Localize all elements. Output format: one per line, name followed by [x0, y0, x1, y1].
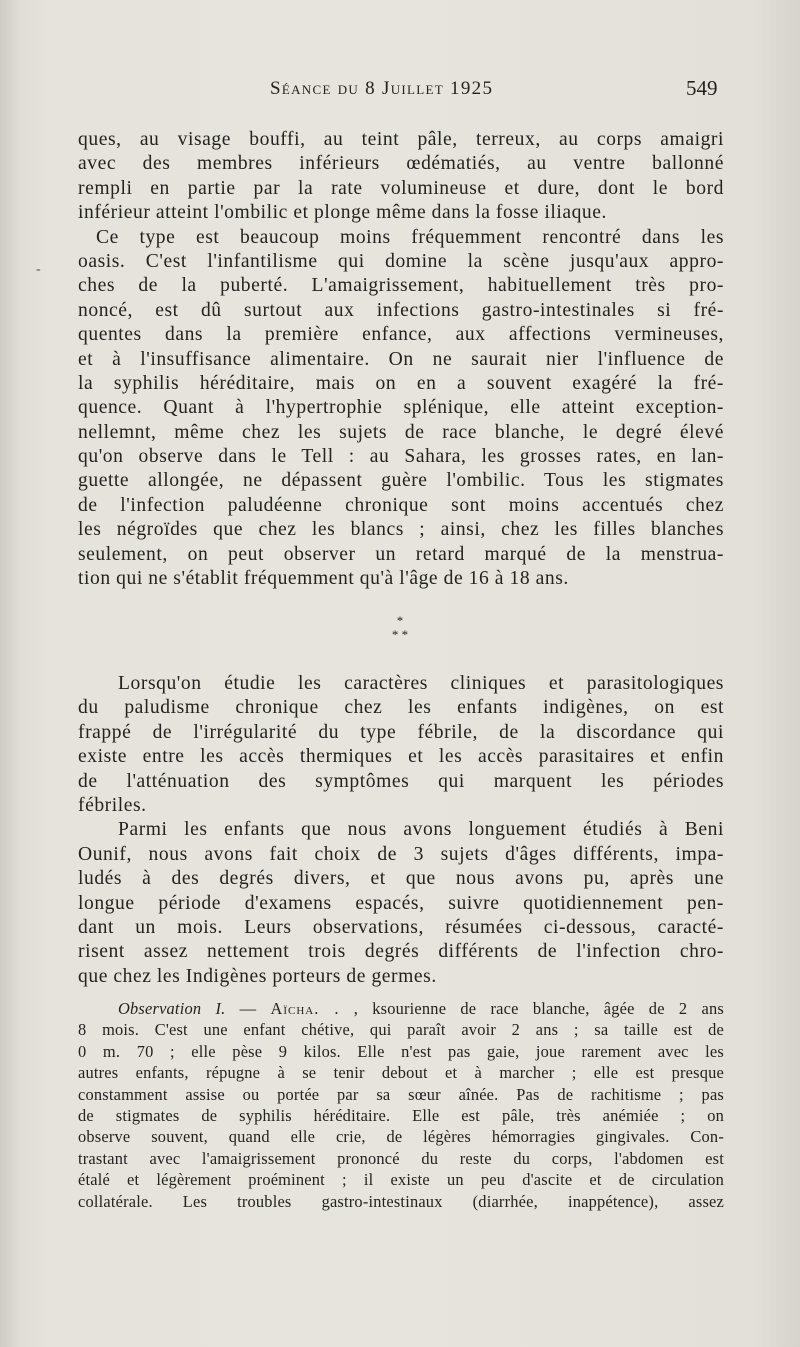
- text-line: guette allongée, ne dépassent guère l'ombilic. Tous les stigmates: [78, 470, 724, 492]
- text-line: les négroïdes que chez les blancs ; ainsi, chez les filles blanches: [78, 519, 724, 541]
- text-line: collatérale. Les troubles gastro-intestinaux (diarrhée, inappétence), assez: [78, 1191, 724, 1211]
- observation-label: Observation I.: [118, 999, 226, 1018]
- text-line: noncé, est dû surtout aux infections gastro-intestinales si fré-: [78, 299, 724, 321]
- text-line: de stigmates de syphilis héréditaire. Elle est pâle, très anémiée ; on: [78, 1105, 724, 1125]
- text-line: Ounif, nous avons fait choix de 3 sujets d'âges différents, impa-: [78, 843, 724, 865]
- text-line: fébriles.: [78, 794, 147, 816]
- paragraph-4: [78, 818, 724, 989]
- text-line: Lorsqu'on étudie les caractères cliniques et parasitologiques: [118, 673, 724, 694]
- text-line: tion qui ne s'établit fréquemment qu'à l'âge de 16 à 18 ans.: [78, 568, 569, 590]
- page-binding-edge: [0, 0, 20, 1347]
- text-line: rempli en partie par la rate volumineuse et dure, dont le bord: [78, 177, 724, 199]
- running-header: [0, 78, 800, 108]
- text-line: de l'atténuation des symptômes qui marquent les périodes: [78, 770, 724, 792]
- text-line: observe souvent, quand elle crie, de légères hémorragies gingivales. Con-: [78, 1127, 724, 1147]
- text-line: existe entre les accès thermiques et les accès parasitaires et enfin: [78, 746, 724, 768]
- text-line: autres enfants, répugne à se tenir debout et à marcher ; elle est presque: [78, 1063, 724, 1083]
- body-text-upper: [78, 128, 724, 591]
- observation-block: [78, 998, 724, 1212]
- text-line: avec des membres inférieurs œdématiés, au ventre ballonné: [78, 153, 724, 175]
- text-line: du paludisme chronique chez les enfants indigènes, on est: [78, 697, 724, 719]
- margin-mark: -: [36, 262, 41, 277]
- text-line: étalé et légèrement proéminent ; il existe un peu d'ascite et de circulation: [78, 1170, 724, 1190]
- text-line: seulement, on peut observer un retard marqué de la menstrua-: [78, 543, 724, 565]
- text-line: Ce type est beaucoup moins fréquemment rencontré dans les: [96, 226, 724, 248]
- text-line: trastant avec l'amaigrissement prononcé du reste du corps, l'abdomen est: [78, 1148, 724, 1168]
- text-line: nellemnt, même chez les sujets de race blanche, le degré élevé: [78, 421, 724, 443]
- text-line: ques, au visage bouffi, au teint pâle, terreux, au corps amaigri: [78, 129, 724, 150]
- text-line: oasis. C'est l'infantilisme qui domine la scène jusqu'aux appro-: [78, 250, 724, 272]
- observation-first-line-text: , ksourienne de race blanche, âgée de 2 ans: [339, 999, 724, 1018]
- page-number: 549: [686, 76, 718, 100]
- text-line: risent assez nettement trois degrés différents de l'infection chro-: [78, 941, 724, 963]
- paragraph-2: [78, 226, 724, 592]
- text-line: 8 mois. C'est une enfant chétive, qui paraît avoir 2 ans ; sa taille est de: [78, 1020, 724, 1040]
- observation-patient-name: Aïcha. .: [270, 999, 340, 1018]
- text-line: constamment assise ou portée par sa sœur aînée. Pas de rachitisme ; pas: [78, 1084, 724, 1104]
- separator-star-top: *: [396, 613, 404, 628]
- text-line: que chez les Indigènes porteurs de germes.: [78, 965, 437, 987]
- text-line: qu'on observe dans le Tell : au Sahara, les grosses rates, en lan-: [78, 446, 724, 468]
- text-line: la syphilis héréditaire, mais on en a souvent exagéré la fré-: [78, 372, 724, 394]
- body-text-lower: [78, 672, 724, 989]
- text-line: frappé de l'irrégularité du type fébrile, de la discordance qui: [78, 721, 724, 743]
- text-line: de l'infection paludéenne chronique sont moins accentués chez: [78, 494, 724, 516]
- text-line: quence. Quant à l'hypertrophie splénique, elle atteint exception-: [78, 397, 724, 419]
- text-line: Parmi les enfants que nous avons longuement étudiés à Beni: [118, 819, 724, 841]
- text-line: ludés à des degrés divers, et que nous avons pu, après une: [78, 868, 724, 890]
- separator-stars-bottom: * *: [391, 627, 409, 642]
- text-line: inférieur atteint l'ombilic et plonge même dans la fosse iliaque.: [78, 202, 607, 224]
- text-line: quentes dans la première enfance, aux affections vermineuses,: [78, 324, 724, 346]
- observation-dash: —: [225, 999, 271, 1018]
- text-line: et à l'insuffisance alimentaire. On ne saurait nier l'influence de: [78, 348, 724, 370]
- section-separator: [380, 614, 420, 642]
- text-line: dant un mois. Leurs observations, résumées ci-dessous, caracté-: [78, 916, 724, 938]
- paragraph-3: [78, 672, 724, 818]
- paragraph-1: [78, 128, 724, 226]
- text-line: longue période d'examens espacés, suivre quotidiennement pen-: [78, 892, 724, 914]
- text-line: ches de la puberté. L'amaigrissement, habituellement très pro-: [78, 275, 724, 297]
- text-line: 0 m. 70 ; elle pèse 9 kilos. Elle n'est pas gaie, joue rarement avec les: [78, 1041, 724, 1061]
- header-title: Séance du 8 Juillet 1925: [270, 78, 494, 99]
- observation-first-line: [78, 998, 724, 1019]
